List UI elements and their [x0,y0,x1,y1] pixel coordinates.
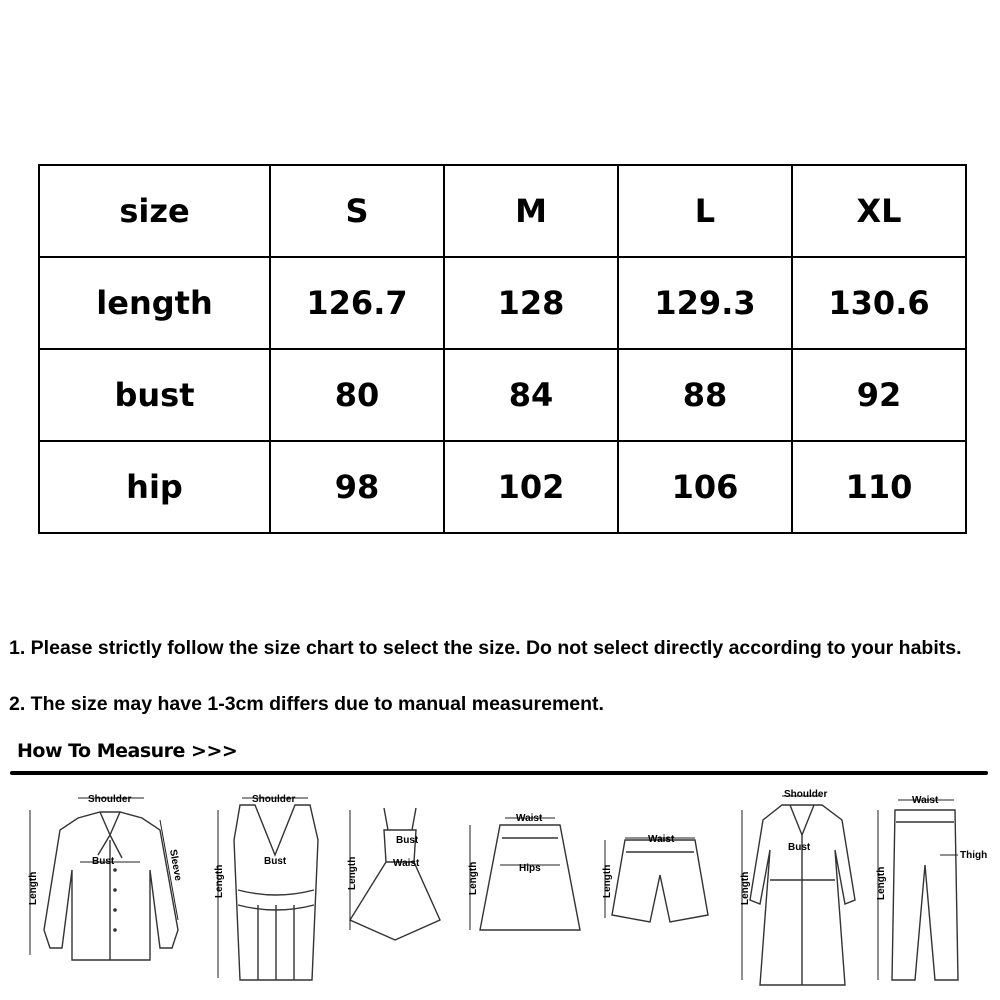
table-cell: length [39,257,270,349]
table-cell: XL [792,165,966,257]
waist-label: Waist [648,834,675,845]
bust-label: Bust [396,835,419,846]
hips-label: Hips [519,863,541,874]
table-row [39,349,966,441]
shoulder-label: Shoulder [88,794,132,805]
length-label: Length [876,866,887,900]
how-to-measure-title: How To Measure >>> [17,740,238,762]
table-cell: 88 [618,349,792,441]
blouse-figure [28,794,183,960]
sleeve-label: Sleeve [167,848,184,882]
waist-label: Waist [912,795,939,806]
table-cell: 80 [270,349,444,441]
table-cell: 102 [444,441,618,533]
table-cell: L [618,165,792,257]
waist-label: Waist [393,858,420,869]
table-cell: hip [39,441,270,533]
thigh-label: Thigh [960,850,988,861]
table-cell: 106 [618,441,792,533]
table-cell: M [444,165,618,257]
bust-label: Bust [264,856,287,867]
table-header-row [39,165,966,257]
length-label: Length [28,871,39,905]
table-cell: 128 [444,257,618,349]
bust-label: Bust [788,842,811,853]
pants-figure [876,795,987,980]
trench-coat-figure [740,789,855,985]
table-cell: bust [39,349,270,441]
length-label: Length [468,861,479,895]
table-cell: S [270,165,444,257]
table-cell: 130.6 [792,257,966,349]
measurement-illustrations [0,780,1000,1000]
table-cell: 110 [792,441,966,533]
shoulder-label: Shoulder [784,789,828,800]
length-label: Length [740,871,751,905]
tank-top-figure [214,794,318,980]
section-divider [10,771,988,775]
length-label: Length [347,856,358,890]
table-cell: 92 [792,349,966,441]
table-cell: 126.7 [270,257,444,349]
size-note: 2. The size may have 1-3cm differs due to manual measurement. [9,693,604,715]
slip-dress-figure [347,808,440,940]
bust-label: Bust [92,856,115,867]
table-cell: 129.3 [618,257,792,349]
shorts-figure [602,834,708,922]
table-row [39,257,966,349]
table-cell: 98 [270,441,444,533]
size-chart-table [38,164,967,534]
table-row [39,441,966,533]
table-cell: 84 [444,349,618,441]
table-cell: size [39,165,270,257]
shoulder-label: Shoulder [252,794,296,805]
length-label: Length [602,864,613,898]
length-label: Length [214,864,225,898]
size-note: 1. Please strictly follow the size chart to select the size. Do not select directly according to your habits. [9,637,962,659]
skirt-figure [468,813,580,930]
waist-label: Waist [516,813,543,824]
